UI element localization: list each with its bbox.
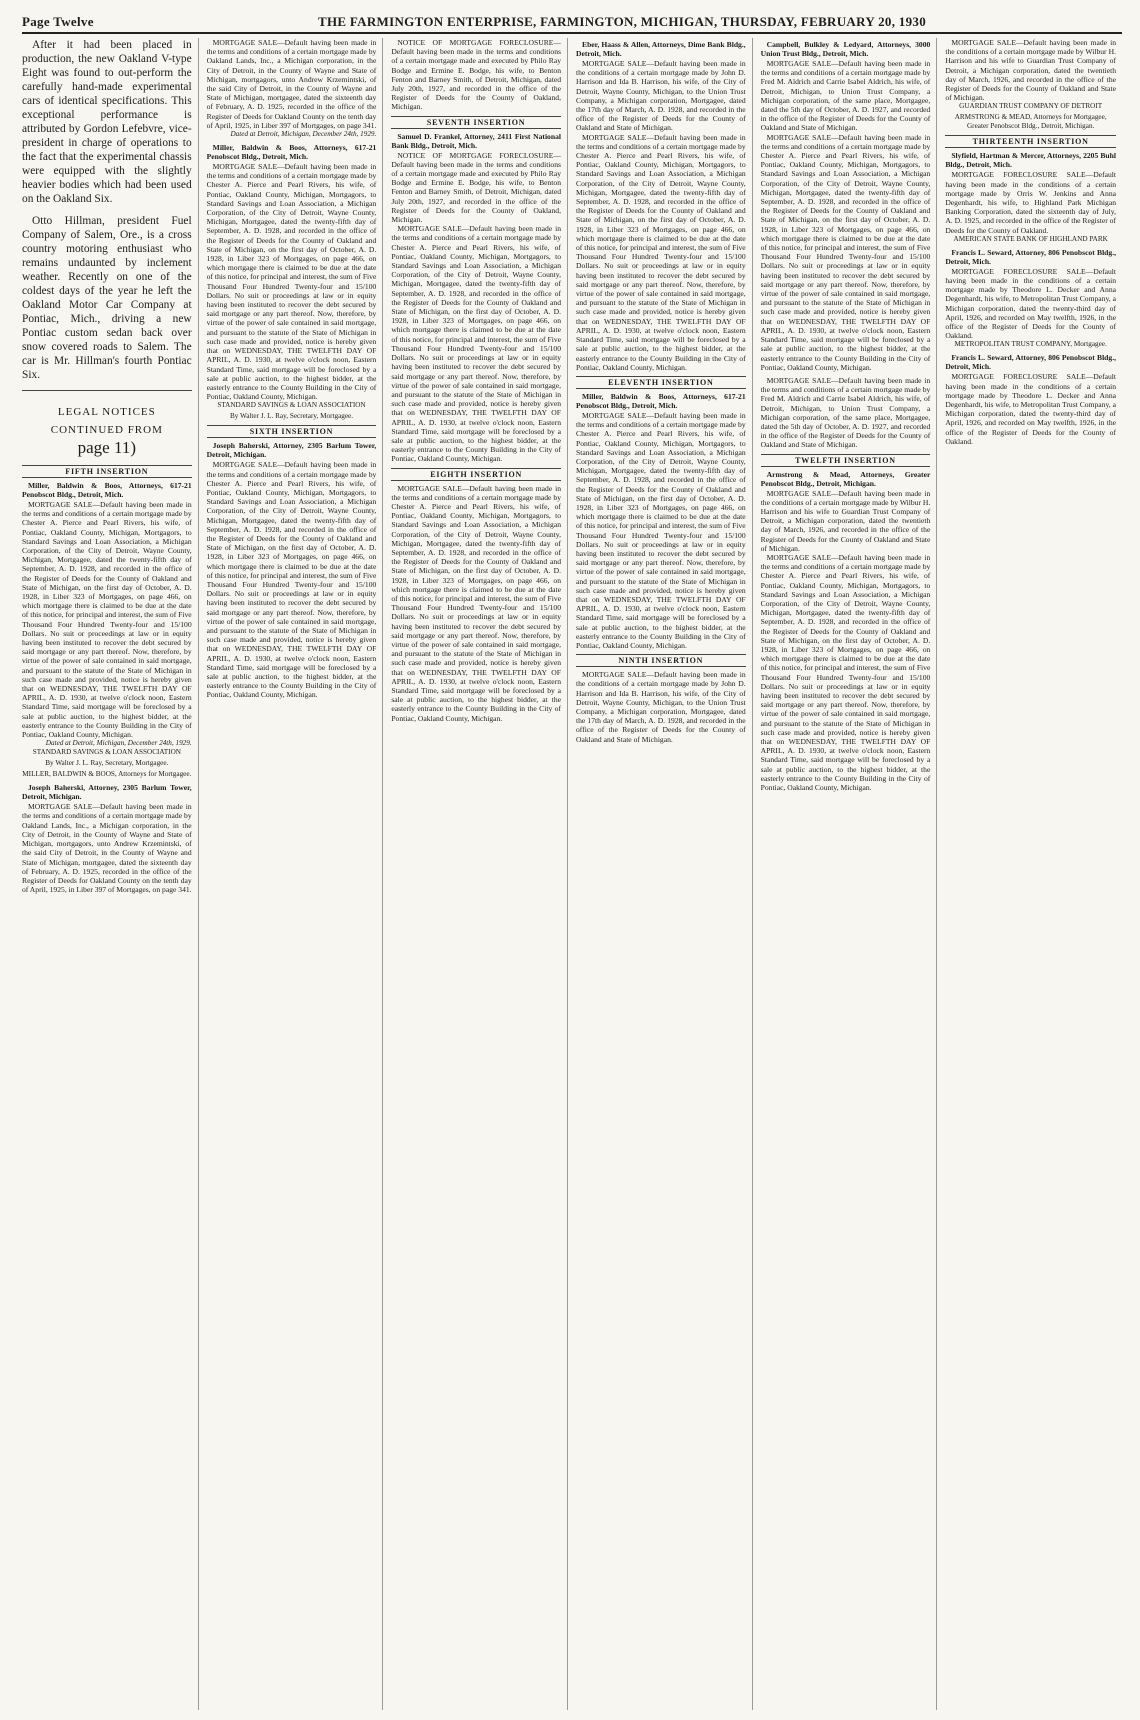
news-story [22,38,192,382]
legal-notice [576,670,746,744]
newspaper-columns [22,38,1122,1710]
legal-notice [945,353,1116,446]
story-paragraph-oakland: After it had been placed in production, the new Oakland V-type Eight was found to out-perform the carefully hand-made experimental cars of identical specifications. This exceptional performance is attributed by Gordon Lefebvre, vice-president in charge of operations to the fact that the experimental chassis were equipped with the slightly heavier bodies which had been used on the Oakland Six. [22,39,192,205]
newspaper-title: THE FARMINGTON ENTERPRISE, FARMINGTON, MICHIGAN, THURSDAY, FEBRUARY 20, 1930 [318,14,927,29]
notice-signature: By Walter J. L. Ray, Secretary, Mortgagee. [229,412,354,421]
notice-body: MORTGAGE SALE—Default having been made in the conditions of a certain mortgage made by John D. Harrison and Ida B. Harrison, his wife, of the City of Detroit, Wayne County, Michigan, to the Union Trust Company, a Michigan corporation, Mortgagee, dated the 17th day of March, A. D. 1928, and recorded in the office of the Register of Deeds for the County of Oakland and State of Michigan. [576,670,746,744]
story-paragraph-hillman: Otto Hillman, president Fuel Company of Salem, Ore., is a cross country motoring enthusiast who remains undaunted by inclement weather. Recently on one of the coldest days of the year he left the Oakland Motor Car Company at Pontiac, Mich., driving a new Pontiac custom sedan back over snow covered roads to Salem. The car is Mr. Hillman's fourth Pontiac Six. [22,215,192,381]
legal-notice [945,248,1116,350]
notice-firm: ARMSTRONG & MEAD, Attorneys for Mortgagee, Greater Penobscot Bldg., Detroit, Michigan. [954,113,1107,131]
notice-body: MORTGAGE SALE—Default having been made in the conditions of a certain mortgage made by Wilbur H. Harrison and his wife to Guardian Trust Company of Detroit, a Michigan corporation, dated the twentieth day of March, 1926, and recorded in the office of the Register of Deeds for the County of Oakland and State of Michigan. [945,38,1116,103]
legal-notice [945,38,1116,131]
notice-dateline: Dated at Detroit, Michigan, December 24th, 1929. [45,739,192,748]
legal-notices-heading [22,403,192,457]
column-3 [391,38,568,1710]
notice-attorneys: Slyfield, Hartman & Mercer, Attorneys, 2205 Buhl Bldg., Detroit, Mich. [945,151,1116,170]
notice-mortgagee: AMERICAN STATE BANK OF HIGHLAND PARK [953,234,1108,243]
notice-body: MORTGAGE SALE—Default having been made in the terms and conditions of a certain mortgage made by Chester A. Pierce and Pearl Rivers, his wife, of Pontiac, Oakland County, Michigan, Mortgagors, to Standard Savings and Loan Association, a Michigan Corporation, of the City of Detroit, Wayne County, Michigan, Mortgagee, dated the twenty-fifth day of September, A. D. 1928, and recorded in the office of the Register of Deeds for the County of Oakland and State of Michigan, on the first day of October, A. D. 1928, in Liber 323 of Mortgages, on page 466, on which mortgage there is claimed to be due at the date of this notice, for principal and interest, the sum of Five Thousand Four Hundred Twenty-four and 15/100 Dollars. No suit or proceedings at law or in equity having been instituted to recover the debt secured by said mortgage or any part thereof. Now, therefore, by virtue of the power of sale contained in said mortgage, and pursuant to the statute of the State of Michigan in such case made and provided, notice is hereby given that on WEDNESDAY, THE TWELFTH DAY OF APRIL, A. D. 1930, at twelve o'clock noon, Eastern Standard Time, said mortgage will be foreclosed by a sale at public auction, to the highest bidder, at the easterly entrance to the County Building in the City of Pontiac, Oakland County, Michigan. [576,132,746,372]
legal-notice [576,392,746,650]
notice-body: MORTGAGE SALE—Default having been made in the terms and conditions of a certain mortgage made by Fred M. Aldrich and Carrie Isabel Aldrich, his wife, of Detroit, Michigan, to Union Trust Company, a Michigan corporation, of the same place, Mortgagee, dated the 5th day of October, A. D. 1927, and recorded in the office of the Register of Deeds for the County of Oakland and State of Michigan. [760,59,931,133]
legal-notice [761,376,931,450]
column-4 [576,38,753,1710]
insertion-heading: THIRTEENTH INSERTION [945,135,1116,148]
notice-body: MORTGAGE SALE—Default having been made in the terms and conditions of a certain mortgage made by Chester A. Pierce and Pearl Rivers, his wife, of Pontiac, Oakland County, Michigan, Mortgagors, to Standard Savings and Loan Association, a Michigan Corporation, of the City of Detroit, Wayne County, Michigan, Mortgagee, dated the twenty-fifth day of September, A. D. 1928, and recorded in the office of the Register of Deeds for the County of Oakland and State of Michigan, on the first day of October, A. D. 1928, in Liber 323 of Mortgages, on page 466, on which mortgage there is claimed to be due at the date of this notice, for principal and interest, the sum of Five Thousand Four Hundred Twenty-four and 15/100 Dollars. No suit or proceedings at law or in equity having been instituted to recover the debt secured by said mortgage or any part thereof. Now, therefore, by virtue of the power of sale contained in said mortgage, and pursuant to the statute of the State of Michigan in such case made and provided, notice is hereby given that on WEDNESDAY, THE TWELFTH DAY OF APRIL, A. D. 1930, at twelve o'clock noon, Eastern Standard Time, said mortgage will be foreclosed by a sale at public auction, to the highest bidder, at the easterly entrance to the County Building in the City of Pontiac, Oakland County, Michigan. [760,552,931,793]
notice-body: MORTGAGE SALE—Default having been made in the terms and conditions of a certain mortgage made by Chester A. Pierce and Pearl Rivers, his wife, of Pontiac, Oakland County, Michigan, Mortgagors, to Standard Savings and Loan Association, a Michigan Corporation, of the City of Detroit, Wayne County, Michigan, Mortgagee, dated the twenty-fifth day of September, A. D. 1928, and recorded in the office of the Register of Deeds for the County of Oakland and State of Michigan, on the first day of October, A. D. 1928, in Liber 323 of Mortgages, on page 466, on which mortgage there is claimed to be due at the date of this notice, for principal and interest, the sum of Five Thousand Four Hundred Twenty-four and 15/100 Dollars. No suit or proceedings at law or in equity having been instituted to recover the debt secured by said mortgage or any part thereof. Now, therefore, by virtue of the power of sale contained in said mortgage, and pursuant to the statute of the State of Michigan in such case made and provided, notice is hereby given that on WEDNESDAY, THE TWELFTH DAY OF APRIL, A. D. 1930, at twelve o'clock noon, Eastern Standard Time, said mortgage will be foreclosed by a sale at public auction, to the highest bidder, at the easterly entrance to the County Building in the City of Pontiac, Oakland County, Michigan. [22,500,192,740]
column-2 [207,38,384,1710]
legal-notice [391,132,561,464]
notice-attorneys: Francis L. Seward, Attorney, 806 Penobscot Bldg., Detroit, Mich. [945,353,1116,372]
divider [22,390,192,391]
legal-heading-line-3: page 11) [77,438,137,457]
notice-body: MORTGAGE SALE—Default having been made in the terms and conditions of a certain mortgage made by Chester A. Pierce and Pearl Rivers, his wife, of Pontiac, Oakland County, Michigan, Mortgagors, to Standard Savings and Loan Association, a Michigan Corporation, of the City of Detroit, Wayne County, Michigan, Mortgagee, dated the twenty-fifth day of September, A. D. 1928, and recorded in the office of the Register of Deeds for the County of Oakland and State of Michigan, on the first day of October, A. D. 1928, in Liber 323 of Mortgages, on page 466, on which mortgage there is claimed to be due at the date of this notice, for principal and interest, the sum of Five Thousand Four Hundred Twenty-four and 15/100 Dollars. No suit or proceedings at law or in equity having been instituted to recover the debt secured by said mortgage or any part thereof. Now, therefore, by virtue of the power of sale contained in said mortgage, and pursuant to the statute of the State of Michigan in such case made and provided, notice is hereby given that on WEDNESDAY, THE TWELFTH DAY OF APRIL, A. D. 1930, at twelve o'clock noon, Eastern Standard Time, said mortgage will be foreclosed by a sale at public auction, to the highest bidder, at the easterly entrance to the County Building in the City of Pontiac, Oakland County, Michigan. [206,162,377,402]
legal-notice [22,481,192,779]
legal-notice [207,38,377,139]
column-1 [22,38,199,1710]
insertion-heading: SIXTH INSERTION [207,425,377,438]
insertion-heading: NINTH INSERTION [576,654,746,667]
notice-body: MORTGAGE SALE—Default having been made in the conditions of a certain mortgage made by Wilbur H. Harrison and his wife to Guardian Trust Company of Detroit, a Michigan corporation, dated the twentieth day of March, 1926, and recorded in the office of the Register of Deeds for the County of Oakland and State of Michigan. [760,488,931,553]
notice-attorneys: Armstrong & Mead, Attorneys, Greater Penobscot Bldg., Detroit, Michigan. [760,469,931,488]
notice-mortgagee: STANDARD SAVINGS & LOAN ASSOCIATION [217,401,366,410]
notice-attorneys: Joseph Baherski, Attorney, 2305 Barlum Tower, Detroit, Michigan. [22,783,192,802]
notice-body: MORTGAGE SALE—Default having been made in the terms and conditions of a certain mortgage made by Chester A. Pierce and Pearl Rivers, his wife, of Pontiac, Oakland County, Michigan, Mortgagors, to Standard Savings and Loan Association, a Michigan Corporation, of the City of Detroit, Wayne County, Michigan, Mortgagee, dated the twenty-fifth day of September, A. D. 1928, and recorded in the office of the Register of Deeds for the County of Oakland and State of Michigan, on the first day of October, A. D. 1928, in Liber 323 of Mortgages, on page 466, on which mortgage there is claimed to be due at the date of this notice, for principal and interest, the sum of Five Thousand Four Hundred Twenty-four and 15/100 Dollars. No suit or proceedings at law or in equity having been instituted to recover the debt secured by said mortgage or any part thereof. Now, therefore, by virtue of the power of sale contained in said mortgage, and pursuant to the statute of the State of Michigan in such case made and provided, notice is hereby given that on WEDNESDAY, THE TWELFTH DAY OF APRIL, A. D. 1930, at twelve o'clock noon, Eastern Standard Time, said mortgage will be foreclosed by a sale at public auction, to the highest bidder, at the easterly entrance to the County Building in the City of Pontiac, Oakland County, Michigan. [391,483,561,723]
notice-attorneys: Miller, Baldwin & Boos, Attorneys, 617-21 Penobscot Bldg., Detroit, Mich. [22,481,192,499]
notice-body: MORTGAGE SALE—Default having been made in the terms and conditions of a certain mortgage made by Chester A. Pierce and Pearl Rivers, his wife, of Pontiac, Oakland County, Michigan, Mortgagors, to Standard Savings and Loan Association, a Michigan Corporation, of the City of Detroit, Wayne County, Michigan, Mortgagee, dated the twenty-fifth day of September, A. D. 1928, and recorded in the office of the Register of Deeds for the County of Oakland and State of Michigan, on the first day of October, A. D. 1928, in Liber 323 of Mortgages, on page 466, on which mortgage there is claimed to be due at the date of this notice, for principal and interest, the sum of Five Thousand Four Hundred Twenty-four and 15/100 Dollars. No suit or proceedings at law or in equity having been instituted to recover the debt secured by said mortgage or any part thereof. Now, therefore, by virtue of the power of sale contained in said mortgage, and pursuant to the statute of the State of Michigan in such case made and provided, notice is hereby given that on WEDNESDAY, THE TWELFTH DAY OF APRIL, A. D. 1930, at twelve o'clock noon, Eastern Standard Time, said mortgage will be foreclosed by a sale at public auction, to the highest bidder, at the easterly entrance to the County Building in the City of Pontiac, Oakland County, Michigan. [206,460,377,700]
legal-notice [761,40,931,372]
legal-notice [945,151,1116,243]
notice-body: NOTICE OF MORTGAGE FORECLOSURE—Default having been made in the terms and conditions of a certain mortgage made and executed by Philo Ray Bodge and Ermine E. Bodge, his wife, to Benton Fenton and Barney Smith, of Detroit, Michigan, dated July 20th, 1927, and recorded in the office of the Register of Deeds for the County of Oakland, Michigan. [391,150,561,225]
legal-notice [391,484,561,723]
column-6 [945,38,1122,1710]
legal-notice [761,470,931,793]
legal-notice [22,783,192,894]
notice-mortgagee: GUARDIAN TRUST COMPANY OF DETROIT [959,102,1103,111]
notice-signature: By Walter J. L. Ray, Secretary, Mortgagee. [45,759,169,768]
insertion-heading: FIFTH INSERTION [22,465,192,478]
legal-heading-line-2: CONTINUED FROM [50,424,163,436]
notice-dateline: Dated at Detroit, Michigan, December 24th, 1929. [230,130,377,139]
notice-attorneys: Eber, Haass & Allen, Attorneys, Dime Bank Bldg., Detroit, Mich. [576,40,746,58]
legal-notice [576,40,746,372]
notice-firm: MILLER, BALDWIN & BOOS, Attorneys for Mortgagee. [22,770,192,779]
insertion-heading: SEVENTH INSERTION [391,116,561,129]
notice-attorneys: Samuel D. Frankel, Attorney, 2411 First National Bank Bldg., Detroit, Mich. [391,131,561,150]
notice-attorneys: Francis L. Seward, Attorney, 806 Penobscot Bldg., Detroit, Mich. [945,247,1116,266]
notice-body: MORTGAGE SALE—Default having been made in the terms and conditions of a certain mortgage made by Fred M. Aldrich and Carrie Isabel Aldrich, his wife, of Detroit, Michigan, to Union Trust Company, a Michigan corporation, of the same place, Mortgagee, dated the 5th day of October, A. D. 1927, and recorded in the office of the Register of Deeds for the County of Oakland and State of Michigan. [760,375,931,450]
page-number: Page Twelve [22,14,94,29]
legal-notice [207,441,377,699]
notice-attorneys: Miller, Baldwin & Boos, Attorneys, 617-21 Penobscot Bldg., Detroit, Mich. [576,391,746,410]
notice-body: MORTGAGE SALE—Default having been made in the terms and conditions of a certain mortgage made by Oakland Lands, Inc., a Michigan corporation, in the City of Detroit, in the County of Wayne and State of Michigan, mortgagors, unto Andrew Krzemintski, of the said City of Detroit, in the County of Wayne and State of Michigan, mortgagee, dated the sixteenth day of February, A. D. 1925, recorded in the office of the Register of Deeds for Oakland County on the tenth day of April, 1925, in Liber 397 of Mortgages, on page 341. [22,802,192,895]
insertion-heading: EIGHTH INSERTION [391,468,561,481]
notice-body: MORTGAGE FORECLOSURE SALE—Default having been made in the conditions of a certain mortgage made by Theodore L. Decker and Anna Degenhardt, his wife, to Metropolitan Trust Company, a Michigan corporation, dated the twenty-third day of April, 1926, and recorded on May twelfth, 1926, in the office of the Register of Deeds for the County of Oakland. [945,266,1116,341]
column-5 [761,38,938,1710]
legal-notice [391,38,561,112]
notice-body: MORTGAGE FORECLOSURE SALE—Default having been made in the conditions of a certain mortgage made by Theodore L. Decker and Anna Degenhardt, his wife, to Metropolitan Trust Company, a Michigan corporation, dated the twenty-third day of April, 1926, and recorded on May twelfth, 1926, in the office of the Register of Deeds for the County of Oakland. [945,372,1116,446]
notice-body: MORTGAGE SALE—Default having been made in the terms and conditions of a certain mortgage made by Oakland Lands, Inc., a Michigan corporation, in the City of Detroit, in the County of Wayne and State of Michigan, mortgagors, unto Andrew Krzemintski, of the said City of Detroit, in the County of Wayne and State of Michigan, mortgagee, dated the sixteenth day of February, A. D. 1925, recorded in the office of the Register of Deeds for Oakland County on the tenth day of April, 1925, in Liber 397 of Mortgages, on page 341. [206,38,377,130]
notice-mortgagee: STANDARD SAVINGS & LOAN ASSOCIATION [32,748,181,757]
notice-body: MORTGAGE SALE—Default having been made in the conditions of a certain mortgage made by John D. Harrison and Ida B. Harrison, his wife, of the City of Detroit, Wayne County, Michigan, to the Union Trust Company, a Michigan corporation, Mortgagee, dated the 17th day of March, A. D. 1928, and recorded in the office of the Register of Deeds for the County of Oakland and State of Michigan. [576,59,746,133]
notice-body: NOTICE OF MORTGAGE FORECLOSURE—Default having been made in the terms and conditions of a certain mortgage made and executed by Philo Ray Bodge and Ermine E. Bodge, his wife, to Benton Fenton and Barney Smith, of Detroit, Michigan, dated July 20th, 1927, and recorded in the office of the Register of Deeds for the County of Oakland, Michigan. [391,38,561,112]
notice-body: MORTGAGE SALE—Default having been made in the terms and conditions of a certain mortgage made by Chester A. Pierce and Pearl Rivers, his wife, of Pontiac, Oakland County, Michigan, Mortgagors, to Standard Savings and Loan Association, a Michigan Corporation, of the City of Detroit, Wayne County, Michigan, Mortgagee, dated the twenty-fifth day of September, A. D. 1928, and recorded in the office of the Register of Deeds for the County of Oakland and State of Michigan, on the first day of October, A. D. 1928, in Liber 323 of Mortgages, on page 466, on which mortgage there is claimed to be due at the date of this notice, for principal and interest, the sum of Five Thousand Four Hundred Twenty-four and 15/100 Dollars. No suit or proceedings at law or in equity having been instituted to recover the debt secured by said mortgage or any part thereof. Now, therefore, by virtue of the power of sale contained in said mortgage, and pursuant to the statute of the State of Michigan in such case made and provided, notice is hereby given that on WEDNESDAY, THE TWELFTH DAY OF APRIL, A. D. 1930, at twelve o'clock noon, Eastern Standard Time, said mortgage will be foreclosed by a sale at public auction, to the highest bidder, at the easterly entrance to the County Building in the City of Pontiac, Oakland County, Michigan. [576,410,746,650]
notice-body: MORTGAGE SALE—Default having been made in the terms and conditions of a certain mortgage made by Chester A. Pierce and Pearl Rivers, his wife, of Pontiac, Oakland County, Michigan, Mortgagors, to Standard Savings and Loan Association, a Michigan Corporation, of the City of Detroit, Wayne County, Michigan, Mortgagee, dated the twenty-fifth day of September, A. D. 1928, and recorded in the office of the Register of Deeds for the County of Oakland and State of Michigan, on the first day of October, A. D. 1928, in Liber 323 of Mortgages, on page 466, on which mortgage there is claimed to be due at the date of this notice, for principal and interest, the sum of Five Thousand Four Hundred Twenty-four and 15/100 Dollars. No suit or proceedings at law or in equity having been instituted to recover the debt secured by said mortgage or any part thereof. Now, therefore, by virtue of the power of sale contained in said mortgage, and pursuant to the statute of the State of Michigan in such case made and provided, notice is hereby given that on WEDNESDAY, THE TWELFTH DAY OF APRIL, A. D. 1930, at twelve o'clock noon, Eastern Standard Time, said mortgage will be foreclosed by a sale at public auction, to the highest bidder, at the easterly entrance to the County Building in the City of Pontiac, Oakland County, Michigan. [760,132,931,372]
notice-mortgagee: METROPOLITAN TRUST COMPANY, Mortgagee. [954,340,1107,349]
insertion-heading: ELEVENTH INSERTION [576,376,746,389]
notice-attorneys: Campbell, Bulkley & Ledyard, Attorneys, 3000 Union Trust Bldg., Detroit, Mich. [760,40,931,58]
insertion-heading: TWELFTH INSERTION [761,454,931,467]
notice-attorneys: Joseph Baherski, Attorney, 2305 Barlum Tower, Detroit, Michigan. [206,441,377,460]
masthead [22,10,1122,34]
notice-body: MORTGAGE SALE—Default having been made in the terms and conditions of a certain mortgage made by Chester A. Pierce and Pearl Rivers, his wife, of Pontiac, Oakland County, Michigan, Mortgagors, to Standard Savings and Loan Association, a Michigan Corporation, of the City of Detroit, Wayne County, Michigan, Mortgagee, dated the twenty-fifth day of September, A. D. 1928, and recorded in the office of the Register of Deeds for the County of Oakland and State of Michigan, on the first day of October, A. D. 1928, in Liber 323 of Mortgages, on page 466, on which mortgage there is claimed to be due at the date of this notice, for principal and interest, the sum of Five Thousand Four Hundred Twenty-four and 15/100 Dollars. No suit or proceedings at law or in equity having been instituted to recover the debt secured by said mortgage or any part thereof. Now, therefore, by virtue of the power of sale contained in said mortgage, and pursuant to the statute of the State of Michigan in such case made and provided, notice is hereby given that on WEDNESDAY, THE TWELFTH DAY OF APRIL, A. D. 1930, at twelve o'clock noon, Eastern Standard Time, said mortgage will be foreclosed by a sale at public auction, to the highest bidder, at the easterly entrance to the County Building in the City of Pontiac, Oakland County, Michigan. [391,224,561,464]
legal-notice [207,143,377,421]
notice-body: MORTGAGE FORECLOSURE SALE—Default having been made in the conditions of a certain mortgage made by Orris W. Jenkins and Anna Degenhardt, his wife, to Highland Park Michigan Banking Corporation, dated the sixteenth day of July, A. D. 1925, and recorded in the office of the Register of Deeds for the County of Oakland. [945,170,1116,235]
legal-heading-line-1: LEGAL NOTICES [57,406,156,418]
notice-attorneys: Miller, Baldwin & Boos, Attorneys, 617-21 Penobscot Bldg., Detroit, Mich. [206,143,377,162]
